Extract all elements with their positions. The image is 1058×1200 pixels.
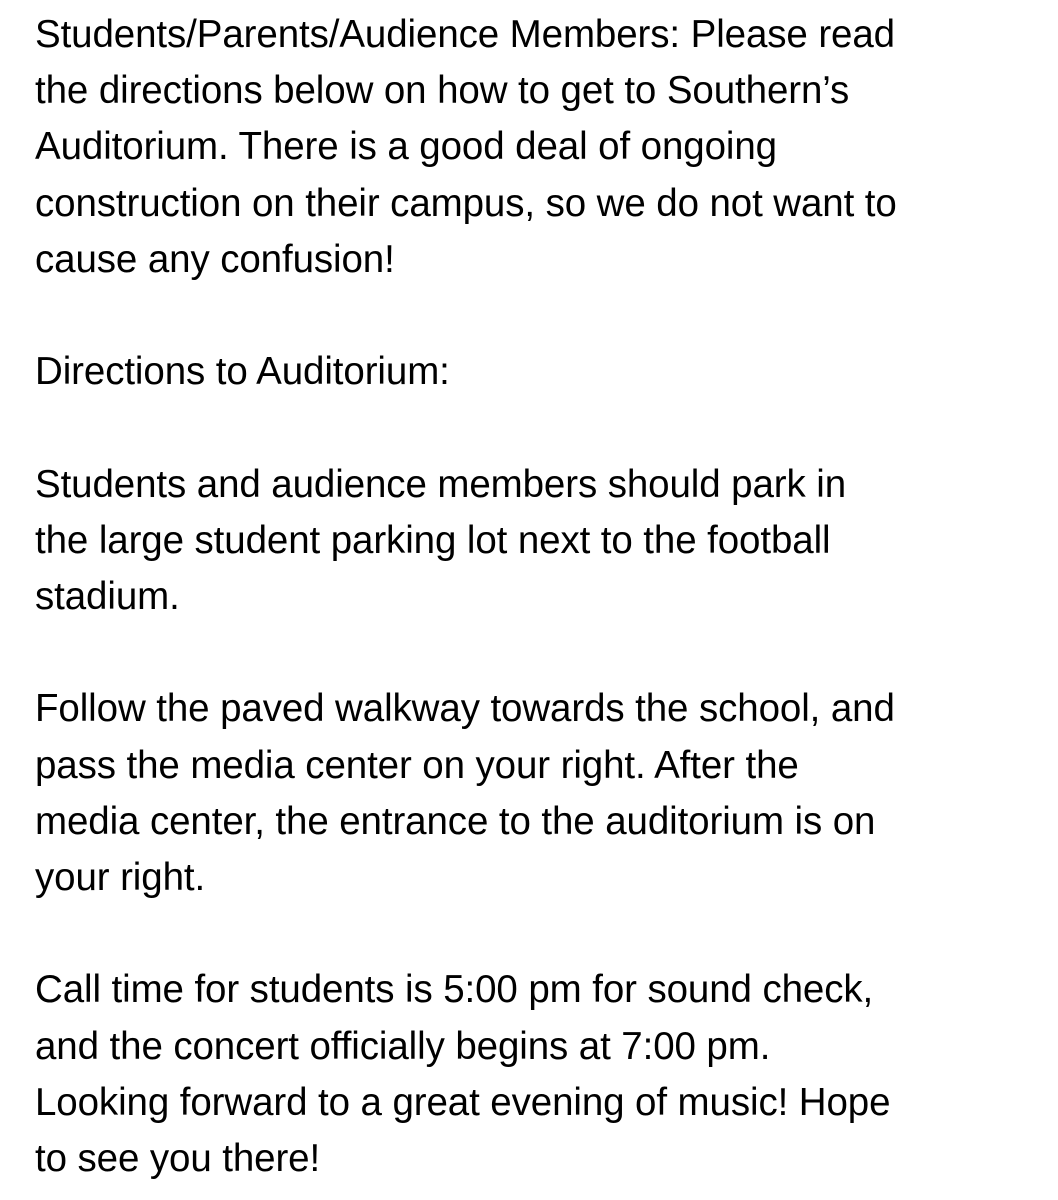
note-body xyxy=(35,7,1045,1187)
directions-heading: Directions to Auditorium: xyxy=(35,350,450,394)
intro-paragraph: Students/Parents/Audience Members: Please read the directions below on how to get to Southern’s Auditorium. There is a good deal of ongoing construction on their campus, so we do not want to cause any confusion! xyxy=(35,13,897,281)
walkway-paragraph: Follow the paved walkway towards the school, and pass the media center on your right. After the media center, the entrance to the auditorium is on your right. xyxy=(35,687,895,899)
parking-paragraph: Students and audience members should park in the large student parking lot next to the football stadium. xyxy=(35,462,847,618)
call-time-paragraph: Call time for students is 5:00 pm for sound check, and the concert officially begins at 7:00 pm. Looking forward to a great evening of music! Hope to see you there! xyxy=(35,968,891,1180)
